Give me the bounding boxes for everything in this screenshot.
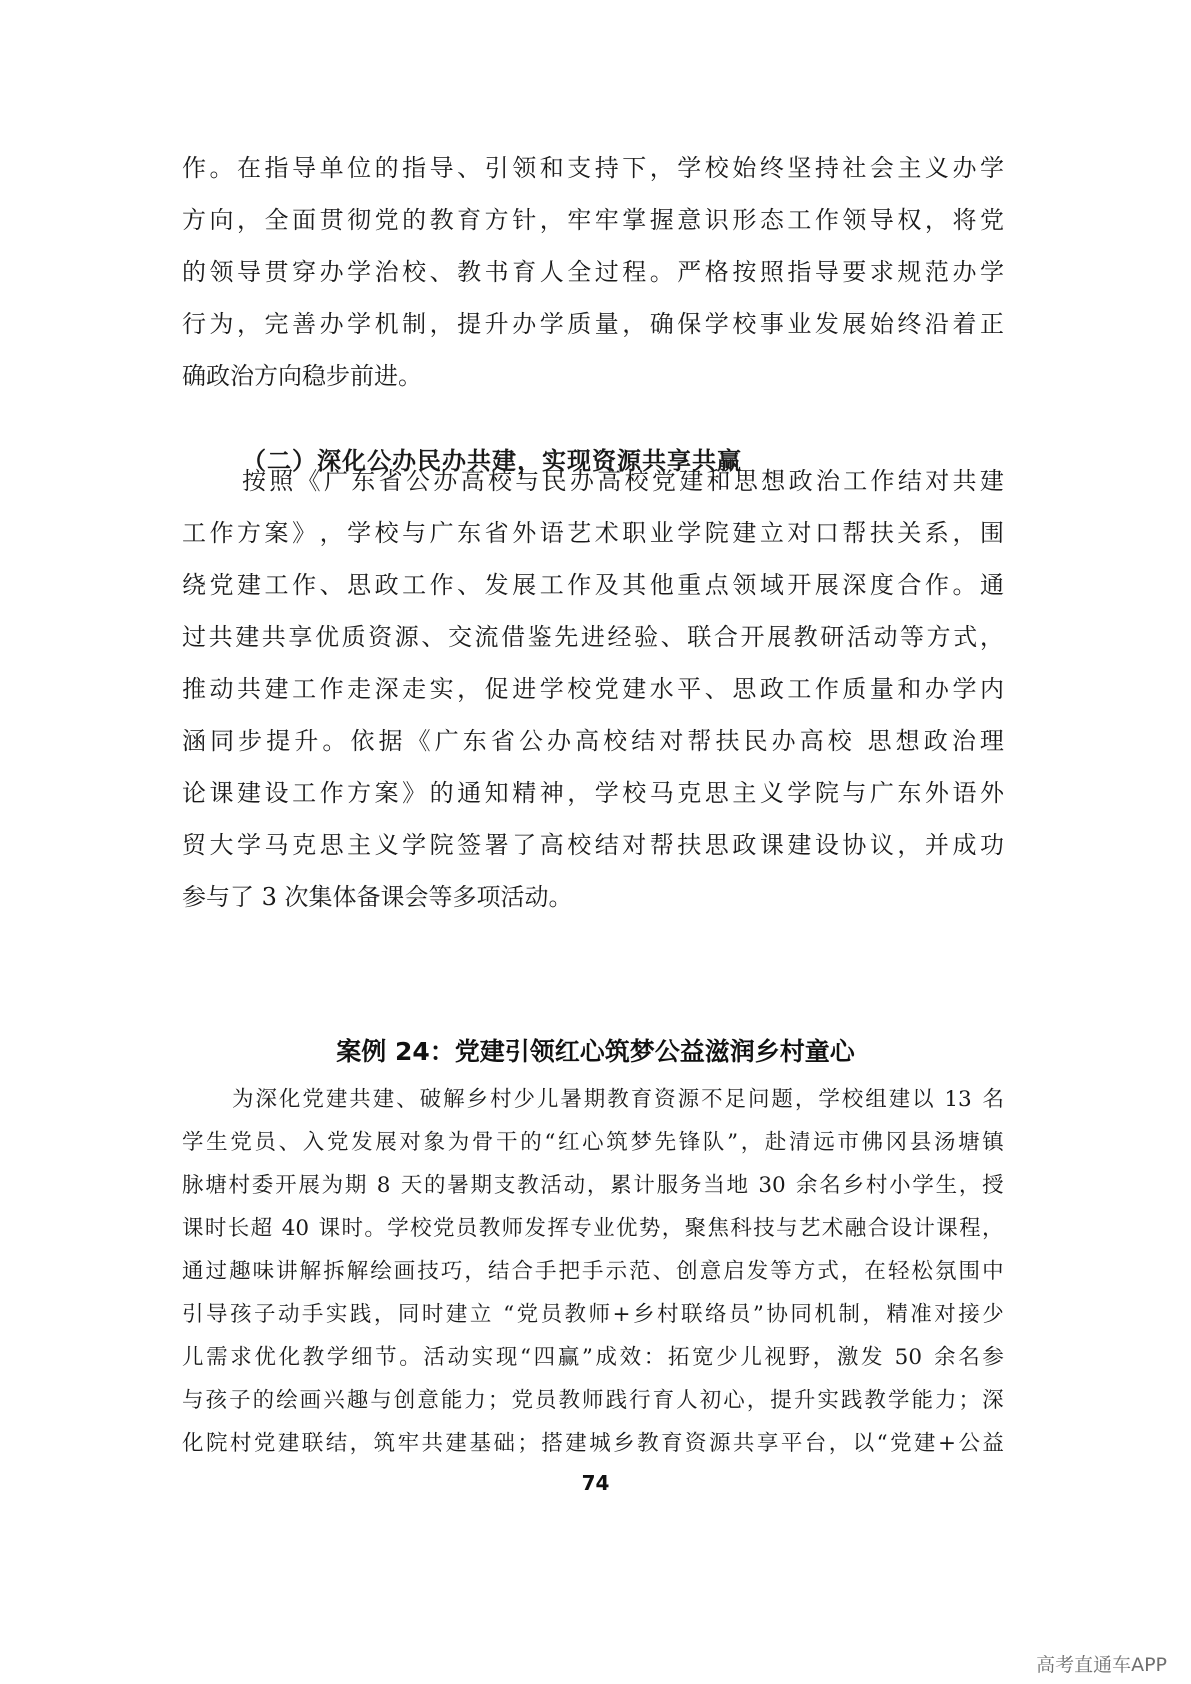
paragraph-line: 学 生 党 员 、 入 党 发 展 对 象 为 骨 干 的 “ 红 心 筑 梦 先 锋 队 ” ， 赴 清 远 市 佛 冈 县 汤 塘 镇 [182, 1130, 1004, 1155]
paragraph-line: 贸 大 学 马 克 思 主 义 学 院 签 署 了 高 校 结 对 帮 扶 思 政 课 建 设 协 议 ， 并 成 功 [182, 831, 1004, 859]
paragraph-line: 论 课 建 设 工 作 方 案 》 的 通 知 精 神 ， 学 校 马 克 思 主 义 学 院 与 广 东 外 语 外 [182, 779, 1004, 807]
paragraph-line: 过 共 建 共 享 优 质 资 源 、 交 流 借 鉴 先 进 经 验 、 联 合 开 展 教 研 活 动 等 方 式 ， [182, 623, 1004, 651]
case-title: 案例 24：党建引领红心筑梦公益滋润乡村童心 [336, 1037, 855, 1066]
paragraph-line: 化 院 村 党 建 联 结 ， 筑 牢 共 建 基 础 ； 搭 建 城 乡 教 育 资 源 共 享 平 台 ， 以 “ 党 建 + 公 益 [182, 1431, 1004, 1456]
paragraph-line: 的 领 导 贯 穿 办 学 治 校 、 教 书 育 人 全 过 程 。 严 格 按 照 指 导 要 求 规 范 办 学 [182, 258, 1004, 286]
paragraph-line: 课 时 长 超 40 课 时 。 学 校 党 员 教 师 发 挥 专 业 优 势 ， 聚 焦 科 技 与 艺 术 融 合 设 计 课 程 ， [182, 1216, 1004, 1241]
paragraph-line: 确政治方向稳步前进。 [182, 362, 422, 390]
paragraph-line: 为 深 化 党 建 共 建 、 破 解 乡 村 少 儿 暑 期 教 育 资 源 不 足 问 题 ， 学 校 组 建 以 13 名 [232, 1087, 1004, 1112]
section-subheading: （二）深化公办民办共建，实现资源共享共赢 [242, 446, 742, 475]
paragraph-line: 脉 塘 村 委 开 展 为 期 8 天 的 暑 期 支 教 活 动 ， 累 计 服 务 当 地 30 余 名 乡 村 小 学 生 ， 授 [182, 1173, 1004, 1198]
paragraph-line: 儿 需 求 优 化 教 学 细 节 。 活 动 实 现 “ 四 赢 ” 成 效 ： 拓 宽 少 儿 视 野 ， 激 发 50 余 名 参 [182, 1345, 1004, 1370]
paragraph-line: 工 作 方 案 》 ， 学 校 与 广 东 省 外 语 艺 术 职 业 学 院 建 立 对 口 帮 扶 关 系 ， 围 [182, 519, 1004, 547]
paragraph-line: 行 为 ， 完 善 办 学 机 制 ， 提 升 办 学 质 量 ， 确 保 学 校 事 业 发 展 始 终 沿 着 正 [182, 310, 1004, 338]
paragraph-line: 参与了 3 次集体备课会等多项活动。 [182, 883, 573, 911]
paragraph-line: 与 孩 子 的 绘 画 兴 趣 与 创 意 能 力 ； 党 员 教 师 践 行 育 人 初 心 ， 提 升 实 践 教 学 能 力 ； 深 [182, 1388, 1004, 1413]
paragraph-line: 方 向 ， 全 面 贯 彻 党 的 教 育 方 针 ， 牢 牢 掌 握 意 识 形 态 工 作 领 导 权 ， 将 党 [182, 206, 1004, 234]
page-number: 74 [581, 1471, 610, 1495]
paragraph-line: 作 。 在 指 导 单 位 的 指 导 、 引 领 和 支 持 下 ， 学 校 始 终 坚 持 社 会 主 义 办 学 [182, 154, 1004, 182]
paragraph-line: 引 导 孩 子 动 手 实 践 ， 同 时 建 立 “ 党 员 教 师 + 乡 村 联 络 员 ” 协 同 机 制 ， 精 准 对 接 少 [182, 1302, 1004, 1327]
paragraph-line: 涵 同 步 提 升 。 依 据 《 广 东 省 公 办 高 校 结 对 帮 扶 民 办 高 校 思 想 政 治 理 [182, 727, 1004, 755]
watermark: 高考直通车APP [1036, 1654, 1167, 1676]
paragraph-line: 推 动 共 建 工 作 走 深 走 实 ， 促 进 学 校 党 建 水 平 、 思 政 工 作 质 量 和 办 学 内 [182, 675, 1004, 703]
paragraph-line: 通 过 趣 味 讲 解 拆 解 绘 画 技 巧 ， 结 合 手 把 手 示 范 、 创 意 启 发 等 方 式 ， 在 轻 松 氛 围 中 [182, 1259, 1004, 1284]
paragraph-line: 按 照 《 广 东 省 公 办 高 校 与 民 办 高 校 党 建 和 思 想 政 治 工 作 结 对 共 建 [242, 467, 1004, 495]
paragraph-line: 绕 党 建 工 作 、 思 政 工 作 、 发 展 工 作 及 其 他 重 点 领 域 开 展 深 度 合 作 。 通 [182, 571, 1004, 599]
